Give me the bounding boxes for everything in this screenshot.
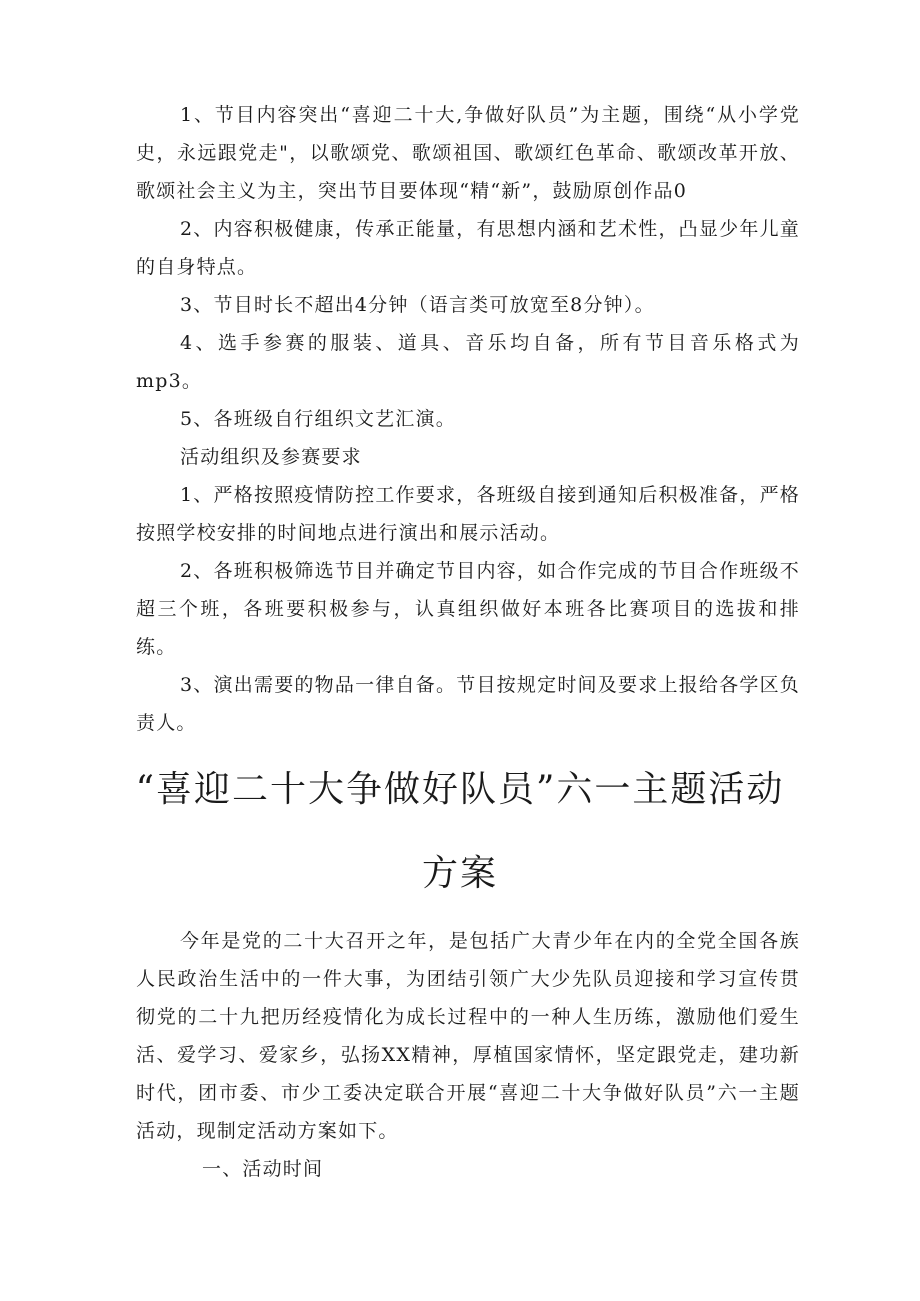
section-heading-activity-time: 一、活动时间 — [202, 1158, 324, 1180]
requirement-3: 3、节目时长不超出4分钟（语言类可放宽至8分钟）。 — [180, 294, 655, 316]
requirement-1: 1、节目内容突出“喜迎二十大,争做好队员”为主题，围绕“从小学党史，永远跟党走"，以歌颂党、歌颂祖国、歌颂红色革命、歌颂改革开放、歌颂社会主义为主，突出节目要体现“精“新”，鼓励原创作品0 — [136, 104, 800, 202]
org-item-3: 3、演出需要的物品一律自备。节目按规定时间及要求上报给各学区负责人。 — [136, 674, 800, 734]
org-heading: 活动组织及参赛要求 — [180, 446, 362, 468]
org-item-1: 1、严格按照疫情防控工作要求，各班级自接到通知后积极准备，严格按照学校安排的时间地点进行演出和展示活动。 — [136, 484, 800, 544]
requirement-4: 4、选手参赛的服装、道具、音乐均自备，所有节目音乐格式为mp3。 — [136, 332, 800, 392]
document-title: “喜迎二十大争做好队员”六一主题活动方案 — [135, 769, 785, 894]
requirement-5: 5、各班级自行组织文艺汇演。 — [180, 408, 456, 430]
org-item-2: 2、各班积极筛选节目并确定节目内容，如合作完成的节目合作班级不超三个班，各班要积极参与，认真组织做好本班各比赛项目的选拔和排练。 — [136, 560, 800, 658]
requirement-2: 2、内容积极健康，传承正能量，有思想内涵和艺术性，凸显少年儿童的自身特点。 — [136, 218, 800, 278]
intro-paragraph: 今年是党的二十大召开之年，是包括广大青少年在内的全党全国各族人民政治生活中的一件大事，为团结引领广大少先队员迎接和学习宣传贯彻党的二十九把历经疫情化为成长过程中的一种人生历练，激励他们爱生活、爱学习、爱家乡，弘扬XX精神，厚植国家情怀，坚定跟党走，建功新时代，团市委、市少工委决定联合开展“喜迎二十大争做好队员”六一主题活动，现制定活动方案如下。 — [136, 930, 800, 1142]
